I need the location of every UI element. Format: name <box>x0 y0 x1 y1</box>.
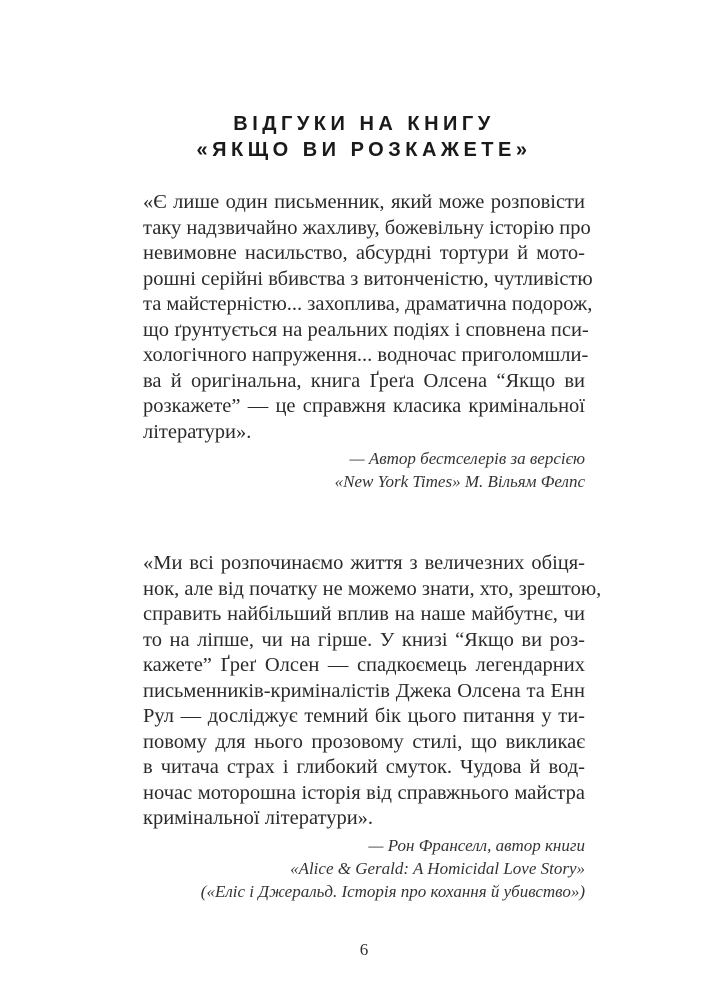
review-text-line: письменників-криміналістів Джека Олсена та Енн <box>143 679 585 702</box>
page-number: 6 <box>359 940 369 959</box>
review-text-line: «Є лише один письменник, який може розповісти <box>143 191 585 213</box>
review-text-line: кримінальної літератури». <box>143 807 374 829</box>
review-text-line: таку надзвичайно жахливу, божевільну історію про <box>143 216 591 239</box>
review-text-line: в читача страх і глибокий смуток. Чудова й вод- <box>143 756 585 778</box>
review-text-line: рошні серійні вбивства з витонченістю, чутливістю <box>143 267 593 290</box>
review-text-line: ва й оригінальна, книга Ґреґа Олсена “Якщо ви <box>143 369 585 392</box>
review-attribution: «Alice & Gerald: A Homicidal Love Story» <box>290 858 585 878</box>
page-title-line-2: «ЯКЩО ВИ РОЗКАЖЕТЕ» <box>196 139 532 161</box>
review-text-line: то на ліпше, чи на гірше. У книзі “Якщо ви роз- <box>143 628 585 651</box>
page-title-line-1: ВІДГУКИ НА КНИГУ <box>233 113 495 135</box>
review-text-line: невимовне насильство, абсурдні тортури й мото- <box>143 242 585 264</box>
review-text-line: кажете” Ґреґ Олсен — спадкоємець легендарних <box>143 654 585 676</box>
review-text-line: повому для нього прозовому стилі, що викликає <box>143 730 585 753</box>
review-attribution: («Еліс і Джеральд. Історія про кохання й убивство») <box>200 881 585 901</box>
review-text-line: розкажете” — це справжня класика кримінальної <box>143 395 585 417</box>
review-text-line: нок, але від початку не можемо знати, хто, зрештою, <box>143 577 602 600</box>
review-text-line: справить найбільший вплив на наше майбутнє, чи <box>143 603 585 625</box>
review-attribution: «New York Times» М. Вільям Фелпс <box>334 472 585 491</box>
review-attribution: — Автор бестселерів за версією <box>349 449 585 468</box>
review-text-line: та майстерністю... захоплива, драматична подорож, <box>143 293 593 315</box>
review-text-line: літератури». <box>143 420 252 443</box>
review-text-line: «Ми всі розпочинаємо життя з величезних обіця- <box>143 552 585 574</box>
review-text-line: Рул — досліджує темний бік цього питання у ти- <box>143 705 585 727</box>
review-text-line: хологічного напруження... водночас приголомшли- <box>143 344 589 366</box>
review-text-line: ночас моторошна історія від справжнього майстра <box>143 781 585 804</box>
review-text-line: що ґрунтується на реальних подіях і сповнена пси- <box>143 318 589 341</box>
review-attribution: — Рон Франселл, автор книги <box>368 835 585 855</box>
